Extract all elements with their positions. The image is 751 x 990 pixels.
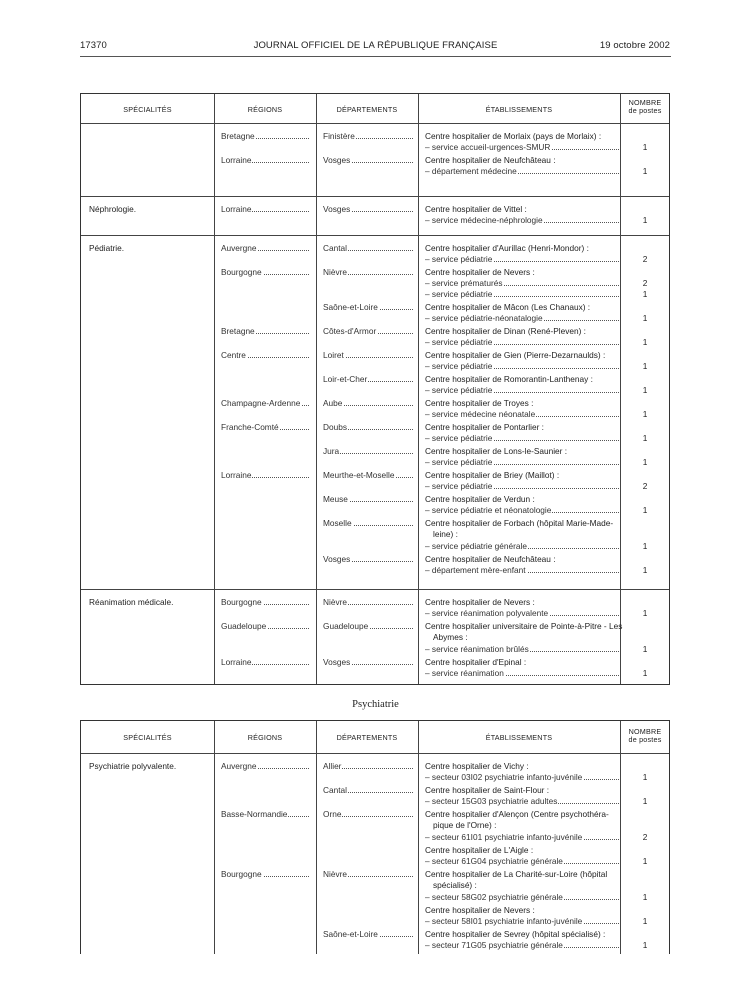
departement-cell-text: Côtes-d'Armor (323, 326, 377, 336)
departement-cell (323, 267, 413, 277)
service-line (425, 409, 619, 419)
column-divider (316, 721, 317, 954)
col-header-etablissements: ÉTABLISSEMENTS (485, 733, 553, 742)
service-line (425, 608, 619, 618)
region-cell-text: Lorraine (221, 657, 252, 667)
etablissement-name: Centre hospitalier de Forbach (hôpital Marie-Made- (425, 518, 614, 528)
etablissement-name: Centre hospitalier de Pontarlier : (425, 422, 544, 432)
departement-cell-text: Finistère (323, 131, 355, 141)
service-line (425, 772, 619, 782)
service-line (425, 505, 619, 515)
region-cell-text: Bourgogne (221, 869, 262, 879)
region-cell (221, 243, 309, 253)
service-line (425, 166, 619, 176)
etablissement-name-cont: pique de l'Orne) : (433, 820, 497, 830)
departement-cell (323, 929, 413, 939)
region-cell (221, 326, 309, 336)
departement-cell (323, 398, 413, 408)
departement-cell-text: Doubs (323, 422, 347, 432)
etablissement-name: Centre hospitalier d'Alençon (Centre psychothéra- (425, 809, 609, 819)
page-number: 17370 (80, 40, 107, 51)
col-header-nombre (620, 728, 670, 744)
service-line-text: – service pédiatrie (425, 385, 493, 395)
departement-cell (323, 350, 413, 360)
service-line-text: – service prématurés (425, 278, 503, 288)
postes-count: 1 (642, 772, 648, 782)
service-line-text: – secteur 61G04 psychiatrie générale (425, 856, 563, 866)
postes-count: 1 (642, 433, 648, 443)
column-divider (214, 721, 215, 954)
departement-cell (323, 518, 413, 528)
departement-cell (323, 131, 413, 141)
region-cell-text: Lorraine (221, 155, 252, 165)
service-line-text: – service pédiatrie (425, 361, 493, 371)
etablissement-name: Centre hospitalier de Dinan (René-Pleven) : (425, 326, 586, 336)
specialite-label: Psychiatrie polyvalente. (89, 761, 177, 771)
service-line (425, 541, 619, 551)
departement-cell-text: Nièvre (323, 597, 347, 607)
service-line-text: – secteur 15G03 psychiatrie adultes (425, 796, 558, 806)
etablissement-name: Centre hospitalier d'Aurillac (Henri-Mondor) : (425, 243, 589, 253)
etablissement-name: Centre hospitalier de Briey (Maillot) : (425, 470, 560, 480)
service-line (425, 142, 619, 152)
service-line-text: – service réanimation brûlés (425, 644, 529, 654)
postes-table-1 (80, 93, 670, 685)
column-divider (214, 94, 215, 684)
etablissement-name-cont: spécialisé) : (433, 880, 477, 890)
postes-count: 1 (642, 142, 648, 152)
service-line (425, 892, 619, 902)
etablissement-name: Centre hospitalier de Romorantin-Lanthenay : (425, 374, 593, 384)
specialite-label: Pédiatrie. (89, 243, 125, 253)
service-line (425, 457, 619, 467)
service-line (425, 916, 619, 926)
region-cell-text: Basse-Normandie (221, 809, 288, 819)
departement-cell-text: Orne (323, 809, 342, 819)
etablissement-name: Centre hospitalier universitaire de Pointe-à-Pitre - Les (425, 621, 623, 631)
departement-cell (323, 470, 413, 480)
departement-cell-text: Vosges (323, 204, 351, 214)
etablissement-name: Centre hospitalier de Morlaix (pays de Morlaix) : (425, 131, 602, 141)
region-cell-text: Auvergne (221, 761, 257, 771)
etablissement-name: Centre hospitalier de Gien (Pierre-Dezarnaulds) : (425, 350, 606, 360)
etablissement-name: Centre hospitalier de Troyes : (425, 398, 534, 408)
service-line-text: – service pédiatrie-néonatalogie (425, 313, 543, 323)
region-cell (221, 350, 309, 360)
col-header-specialites: SPÉCIALITÉS (123, 105, 172, 114)
column-divider (418, 721, 419, 954)
specialite-label: Réanimation médicale. (89, 597, 174, 607)
service-line-text: – service pédiatrie (425, 457, 493, 467)
postes-count: 1 (642, 541, 648, 551)
etablissement-name: Centre hospitalier de Vittel : (425, 204, 527, 214)
service-line-text: – service réanimation (425, 668, 504, 678)
group-divider (81, 589, 669, 590)
service-line-text: – département mère-enfant (425, 565, 526, 575)
service-line-text: – secteur 03I02 psychiatrie infanto-juvénile (425, 772, 583, 782)
departement-cell (323, 869, 413, 879)
postes-count: 1 (642, 166, 648, 176)
col-header-nombre-line1: NOMBRE (628, 727, 662, 736)
departement-cell-text: Loiret (323, 350, 344, 360)
service-line (425, 361, 619, 371)
service-line-text: – service accueil-urgences-SMUR (425, 142, 551, 152)
departement-cell (323, 761, 413, 771)
postes-count: 1 (642, 644, 648, 654)
service-line-text: – secteur 61I01 psychiatrie infanto-juvénile (425, 832, 583, 842)
postes-count: 1 (642, 409, 648, 419)
etablissement-name: Centre hospitalier de Neufchâteau : (425, 554, 556, 564)
service-line-text: – service réanimation polyvalente (425, 608, 549, 618)
departement-cell (323, 494, 413, 504)
region-cell-text: Franche-Comté (221, 422, 279, 432)
header-rule (80, 56, 671, 57)
departement-cell (323, 446, 413, 456)
col-header-nombre-line2: de postes (628, 106, 662, 115)
service-line (425, 254, 619, 264)
service-line (425, 313, 619, 323)
service-line-text: – secteur 58I01 psychiatrie infanto-juvénile (425, 916, 583, 926)
postes-count: 1 (642, 215, 648, 225)
service-line-text: – service pédiatrie (425, 481, 493, 491)
service-line (425, 644, 619, 654)
postes-count: 1 (642, 289, 648, 299)
departement-cell-text: Vosges (323, 657, 351, 667)
postes-count: 1 (642, 565, 648, 575)
col-header-departements: DÉPARTEMENTS (336, 733, 398, 742)
service-line-text: – service pédiatrie (425, 337, 493, 347)
service-line (425, 278, 619, 288)
region-cell-text: Bourgogne (221, 267, 262, 277)
region-cell-text: Bretagne (221, 326, 255, 336)
region-cell (221, 155, 309, 165)
journal-title: JOURNAL OFFICIEL DE LA RÉPUBLIQUE FRANÇAISE (253, 40, 498, 51)
col-header-specialites: SPÉCIALITÉS (123, 733, 172, 742)
service-line (425, 940, 619, 950)
departement-cell-text: Aube (323, 398, 343, 408)
postes-count: 2 (642, 832, 648, 842)
departement-cell-text: Cantal (323, 243, 347, 253)
etablissement-name-cont: leine) : (433, 529, 458, 539)
group-divider (81, 196, 669, 197)
postes-count: 2 (642, 254, 648, 264)
postes-count: 2 (642, 481, 648, 491)
header-divider (81, 753, 669, 754)
service-line (425, 796, 619, 806)
etablissement-name: Centre hospitalier de L'Aigle : (425, 845, 534, 855)
departement-cell-text: Loir-et-Cher (323, 374, 368, 384)
service-line (425, 565, 619, 575)
postes-count: 1 (642, 385, 648, 395)
region-cell (221, 657, 309, 667)
publication-date: 19 octobre 2002 (599, 40, 670, 51)
service-line-text: – service pédiatrie et néonatologie (425, 505, 552, 515)
region-cell-text: Champagne-Ardenne (221, 398, 301, 408)
region-cell-text: Centre (221, 350, 246, 360)
etablissement-name: Centre hospitalier de La Charité-sur-Loire (hôpital (425, 869, 608, 879)
etablissement-name: Centre hospitalier de Sevrey (hôpital spécialisé) : (425, 929, 606, 939)
col-header-regions: RÉGIONS (247, 105, 283, 114)
postes-count: 2 (642, 278, 648, 288)
postes-count: 1 (642, 313, 648, 323)
departement-cell (323, 374, 413, 384)
departement-cell-text: Saône-et-Loire (323, 929, 378, 939)
departement-cell (323, 422, 413, 432)
col-header-regions: RÉGIONS (247, 733, 283, 742)
postes-count: 1 (642, 916, 648, 926)
service-line (425, 289, 619, 299)
region-cell-text: Lorraine (221, 204, 252, 214)
etablissement-name: Centre hospitalier de Nevers : (425, 905, 535, 915)
region-cell (221, 398, 309, 408)
departement-cell (323, 785, 413, 795)
departement-cell-text: Cantal (323, 785, 347, 795)
postes-count: 1 (642, 505, 648, 515)
postes-count: 1 (642, 892, 648, 902)
region-cell-text: Bourgogne (221, 597, 262, 607)
postes-count: 1 (642, 457, 648, 467)
region-cell (221, 869, 309, 879)
departement-cell-text: Allier (323, 761, 342, 771)
column-divider (316, 94, 317, 684)
service-line (425, 433, 619, 443)
region-cell (221, 267, 309, 277)
col-header-departements: DÉPARTEMENTS (336, 105, 398, 114)
region-cell (221, 470, 309, 480)
etablissement-name: Centre hospitalier de Mâcon (Les Chanaux) : (425, 302, 591, 312)
region-cell (221, 131, 309, 141)
departement-cell-text: Meuse (323, 494, 348, 504)
etablissement-name: Centre hospitalier de Nevers : (425, 597, 535, 607)
departement-cell-text: Jura (323, 446, 340, 456)
departement-cell-text: Vosges (323, 554, 351, 564)
etablissement-name: Centre hospitalier de Neufchâteau : (425, 155, 556, 165)
section-title-psychiatrie: Psychiatrie (352, 699, 399, 710)
postes-count: 1 (642, 856, 648, 866)
etablissement-name: Centre hospitalier de Saint-Flour : (425, 785, 550, 795)
etablissement-name-cont: Abymes : (433, 632, 468, 642)
postes-count: 1 (642, 668, 648, 678)
col-header-nombre-line2: de postes (628, 735, 662, 744)
service-line-text: – service médecine-néphrologie (425, 215, 543, 225)
service-line (425, 385, 619, 395)
departement-cell (323, 204, 413, 214)
service-line-text: – service pédiatrie (425, 254, 493, 264)
col-header-etablissements: ÉTABLISSEMENTS (485, 105, 553, 114)
service-line-text: – service pédiatrie (425, 289, 493, 299)
departement-cell (323, 554, 413, 564)
service-line (425, 668, 619, 678)
departement-cell-text: Moselle (323, 518, 352, 528)
col-header-nombre-line1: NOMBRE (628, 98, 662, 107)
service-line-text: – secteur 58G02 psychiatrie générale (425, 892, 563, 902)
region-cell (221, 761, 309, 771)
etablissement-name: Centre hospitalier de Lons-le-Saunier : (425, 446, 568, 456)
region-cell-text: Guadeloupe (221, 621, 267, 631)
service-line (425, 337, 619, 347)
service-line (425, 215, 619, 225)
postes-count: 1 (642, 796, 648, 806)
departement-cell (323, 243, 413, 253)
departement-cell-text: Guadeloupe (323, 621, 369, 631)
service-line (425, 856, 619, 866)
etablissement-name: Centre hospitalier de Vichy : (425, 761, 529, 771)
departement-cell (323, 302, 413, 312)
service-line (425, 832, 619, 842)
service-line-text: – service pédiatrie (425, 433, 493, 443)
departement-cell-text: Saône-et-Loire (323, 302, 378, 312)
region-cell (221, 809, 309, 819)
departement-cell-text: Vosges (323, 155, 351, 165)
specialite-label: Néphrologie. (89, 204, 137, 214)
region-cell (221, 621, 309, 631)
service-line-text: – service médecine néonatale (425, 409, 536, 419)
service-line-text: – secteur 71G05 psychiatrie générale (425, 940, 563, 950)
departement-cell-text: Nièvre (323, 869, 347, 879)
postes-count: 1 (642, 608, 648, 618)
col-header-nombre (620, 99, 670, 115)
departement-cell (323, 809, 413, 819)
etablissement-name: Centre hospitalier d'Epinal : (425, 657, 527, 667)
region-cell-text: Bretagne (221, 131, 255, 141)
departement-cell (323, 597, 413, 607)
region-cell-text: Auvergne (221, 243, 257, 253)
departement-cell (323, 621, 413, 631)
service-line-text: – département médecine (425, 166, 517, 176)
region-cell (221, 597, 309, 607)
postes-count: 1 (642, 337, 648, 347)
group-divider (81, 235, 669, 236)
header-divider (81, 123, 669, 124)
etablissement-name: Centre hospitalier de Nevers : (425, 267, 535, 277)
departement-cell-text: Nièvre (323, 267, 347, 277)
departement-cell (323, 657, 413, 667)
region-cell-text: Lorraine (221, 470, 252, 480)
departement-cell-text: Meurthe-et-Moselle (323, 470, 395, 480)
service-line-text: – service pédiatrie générale (425, 541, 527, 551)
departement-cell (323, 155, 413, 165)
departement-cell (323, 326, 413, 336)
region-cell (221, 204, 309, 214)
service-line (425, 481, 619, 491)
region-cell (221, 422, 309, 432)
column-divider (418, 94, 419, 684)
postes-table-2 (80, 720, 670, 954)
postes-count: 1 (642, 940, 648, 950)
postes-count: 1 (642, 361, 648, 371)
etablissement-name: Centre hospitalier de Verdun : (425, 494, 535, 504)
